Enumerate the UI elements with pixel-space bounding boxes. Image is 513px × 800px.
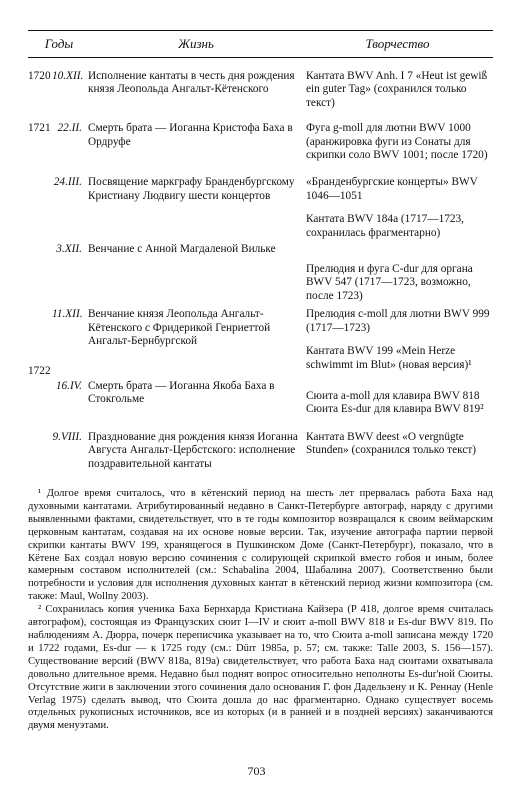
work-cell: [306, 380, 493, 417]
work-entry: Кантата BWV deest «O vergnügte Stunden» (сохранился только текст): [306, 430, 477, 457]
work-cell: [306, 122, 493, 162]
year-cell: [28, 176, 52, 240]
life-cell: Смерть брата — Иоганна Кристофа Баха в Ордруфе: [88, 122, 293, 148]
work-entry: Кантата BWV Anh. I 7 «Heut ist gewiß ein guter Tag» (сохранился только текст): [306, 70, 488, 109]
date-cell: 11.XII.: [52, 308, 83, 321]
work-entry: Кантата BWV 184а (1717—1723, сохранилась фрагментарно): [306, 213, 464, 239]
work-entry: Фуга g-moll для лютни BWV 1000 (аранжировка фуги из Сонаты для скрипки соло BWV 1001; после 1720): [306, 122, 488, 162]
table-header: [28, 30, 493, 58]
work-entry: «Бранденбургские концерты» BWV 1046—1051: [306, 176, 478, 202]
work-entry: Прелюдия c-moll для лютни BWV 999 (1717—1723): [306, 308, 490, 334]
header-years: Годы: [44, 36, 74, 51]
life-cell: Смерть брата — Иоганна Якоба Баха в Стокгольме: [88, 379, 275, 406]
table-row: [28, 308, 493, 372]
header-life: Жизнь: [178, 36, 214, 51]
date-cell: 10.XII.: [52, 70, 84, 82]
footnotes: [28, 488, 493, 733]
year-cell: 1720: [28, 70, 51, 82]
life-cell: Празднование дня рождения князя Иоганна Августа Ангальт-Цербстского: исполнение поздравительной кантаты: [88, 430, 298, 470]
date-cell: 16.IV.: [55, 379, 82, 392]
date-cell: 24.III.: [53, 176, 82, 189]
chronology-table: [28, 30, 493, 471]
life-cell: Посвящение маркграфу Бранденбургскому Кристиану Людвигу шести концертов: [88, 176, 295, 202]
year-cell: 1722: [28, 364, 51, 377]
life-cell: Венчание с Анной Магдаленой Вильке: [88, 243, 276, 256]
life-cell: Венчание князя Леопольда Ангальт-Кётенского с Фридерикой Генриеттой Ангальт-Бернбургской: [88, 308, 271, 348]
year-cell: [28, 243, 52, 303]
life-cell: Исполнение кантаты в честь дня рождения князя Леопольда Ангальт-Кётенского: [88, 70, 295, 96]
work-cell: [306, 243, 493, 303]
table-body: [28, 70, 493, 471]
header-work: Творчество: [365, 36, 430, 51]
footnote-2: ² Сохранилась копия ученика Баха Бернхарда Кристиана Кайзера (P 418, долгое время считалась автографом), состоящая из Французских сюит I—IV и сюит a-moll BWV 818 и Es-dur BWV 819. По наблюдениям А. Дюрра, почерк переписчика указывает на то, что Сюита a-moll записана между 1720 и 1722 годами, Es-dur — к 1725 году (см.: Dürr 1985a, p. 57; см. также: Talle 2003, S. 156—157). Существование версий (BWV 818a, 819a) свидетельствует, что работа Баха над сюитами охватывала довольно длительное время. Недавно был поднят вопрос относительно неполноты Es-dur'ной Сюиты. Отсутствие жиги в заключении этого сочинения дало основания Г. фон Дадельзену и К. Реннау (Henle Verlag 1975) сделать вывод, что Сюита дошла до нас фрагментарно. Однако существует восемь отдельных рукописных источников, все из которых (и в ранней и в поздней версиях) заканчиваются двумя менуэтами.: [28, 604, 493, 732]
work-entry: Кантата BWV 199 «Mein Herze schwimmt im Blut» (новая версия)¹: [306, 345, 472, 371]
date-cell: 22.II.: [57, 122, 82, 135]
work-entry: Сюита a-moll для клавира BWV 818 Сюита Es-dur для клавира BWV 819²: [306, 389, 484, 416]
table-row: [28, 243, 493, 303]
work-cell: [306, 70, 493, 110]
table-row: [28, 431, 493, 471]
page-number: 703: [247, 764, 266, 778]
year-cell: 1721: [28, 122, 51, 135]
year-cell: [28, 308, 52, 372]
year-cell: [28, 431, 52, 471]
date-cell: 9.VIII.: [52, 430, 82, 443]
work-cell: [306, 176, 493, 240]
work-cell: [306, 308, 493, 372]
date-cell: 3.XII.: [56, 243, 82, 256]
work-cell: [306, 431, 493, 471]
table-row: [28, 176, 493, 240]
table-row: [28, 70, 493, 110]
work-entry: Прелюдия и фуга C-dur для органа BWV 547 (1717—1723, возможно, после 1723): [306, 263, 473, 302]
footnote-1: ¹ Долгое время считалось, что в кётенский период на шесть лет прервалась работа Баха над духовными кантатами. Атрибутированный недавно в Санкт-Петербурге автограф, наряду с другими выявленными фактами, свидетельствует, что в те годы композитор возвращался к своим веймарским церковным кантатам, создавая на их основе новые версии. Так, изучение автографа партии первой скрипки кантаты BWV 199, хранящегося в Пушкинском Доме (Санкт-Петербург), показало, что в Кётене Бах создал новую версию сочинения с солирующей скрипкой вместо гобоя и иным, более камерным составом исполнителей (см.: Schabalina 2004, Шабалина 2007). Соответственно были потребности и условия для исполнения духовных кантат в кётенский период жизни композитора (см. также: Maul, Wollny 2003).: [28, 488, 493, 603]
table-row: [28, 364, 493, 417]
table-row: [28, 122, 493, 162]
